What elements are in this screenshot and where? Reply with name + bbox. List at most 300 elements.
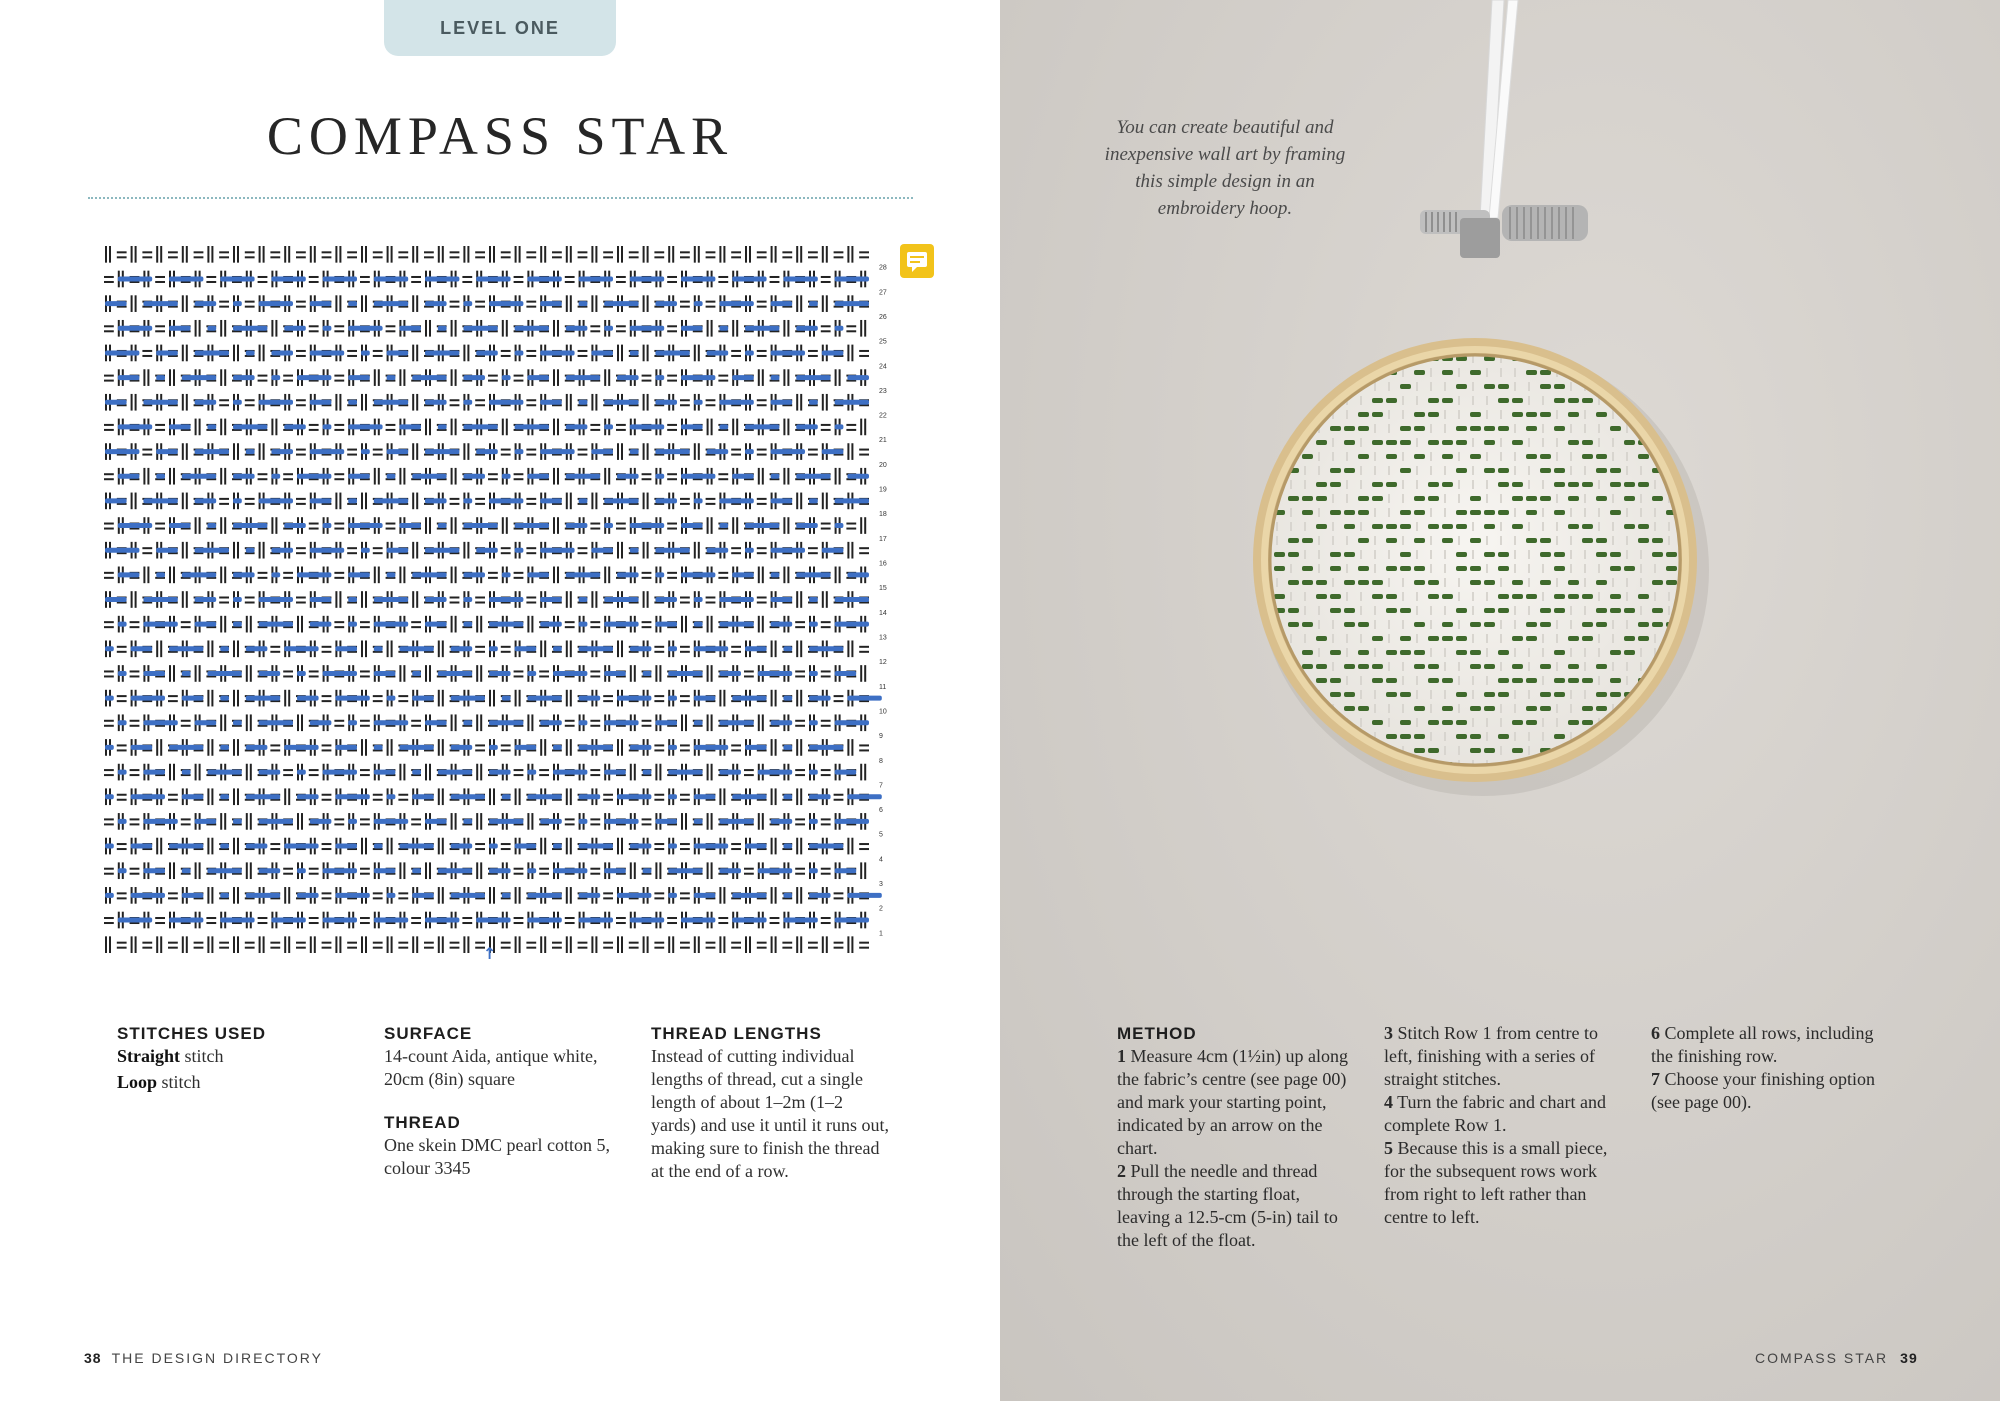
embroidered-stitch — [1610, 566, 1621, 571]
stitch-float — [399, 646, 433, 651]
stitch-float — [643, 671, 652, 676]
surface-text: 14-count Aida, antique white, 20cm (8in) square — [384, 1046, 598, 1089]
embroidered-stitch — [1288, 706, 1299, 711]
fabric-weave — [1598, 424, 1600, 433]
step-1-number: 1 — [1117, 1046, 1126, 1066]
stitch-float — [271, 918, 305, 923]
fabric-weave — [1346, 452, 1348, 461]
embroidered-stitch — [1652, 538, 1663, 543]
surface-thread-section — [384, 1022, 619, 1180]
fabric-weave — [1388, 508, 1390, 517]
embroidered-stitch — [1330, 678, 1341, 683]
stitch-float — [809, 844, 843, 849]
stitch-float — [835, 498, 869, 503]
chart-row-number: 21 — [879, 437, 887, 445]
embroidered-stitch — [1470, 496, 1481, 501]
fabric-weave — [1542, 718, 1544, 727]
stitch-float — [681, 276, 715, 281]
stitch-float — [668, 671, 702, 676]
fabric-weave — [1542, 438, 1544, 447]
stitch-float — [182, 696, 204, 701]
stitch-float — [118, 375, 140, 380]
fabric-weave — [1528, 550, 1530, 559]
stitch-float — [579, 794, 601, 799]
stitch-float — [579, 498, 588, 503]
fabric-weave — [1626, 536, 1628, 545]
embroidered-stitch — [1386, 440, 1397, 445]
fabric-weave — [1458, 396, 1460, 405]
fabric-weave — [1514, 452, 1516, 461]
stitch-float — [566, 572, 600, 577]
embroidered-stitch — [1316, 580, 1327, 585]
stitch-float — [553, 646, 562, 651]
stitch-float — [233, 375, 255, 380]
stitch-float — [681, 572, 715, 577]
embroidered-stitch — [1330, 594, 1341, 599]
embroidered-stitch — [1596, 608, 1607, 613]
stitch-float — [783, 844, 792, 849]
stitch-float — [732, 276, 766, 281]
embroidered-stitch — [1568, 636, 1579, 641]
stitch-float — [566, 375, 600, 380]
stitch-float — [771, 572, 780, 577]
thread-text: One skein DMC pearl cotton 5, colour 3345 — [384, 1135, 610, 1178]
fabric-weave — [1514, 508, 1516, 517]
stitch-float — [809, 794, 831, 799]
stitch-float — [835, 720, 869, 725]
fabric-weave — [1528, 732, 1530, 741]
embroidered-stitch — [1414, 538, 1425, 543]
stitch-float — [143, 868, 165, 873]
stitch-float — [463, 597, 472, 602]
embroidered-stitch — [1582, 454, 1593, 459]
fabric-weave — [1528, 746, 1530, 755]
fabric-weave — [1360, 466, 1362, 475]
step-2-number: 2 — [1117, 1161, 1126, 1181]
fabric-weave — [1682, 746, 1684, 755]
embroidered-stitch — [1498, 398, 1509, 403]
stitch-float — [617, 893, 651, 898]
embroidered-stitch — [1372, 636, 1383, 641]
fabric-weave — [1472, 634, 1474, 643]
stitch-float — [323, 671, 357, 676]
stitch-float — [489, 646, 498, 651]
chart-row-number: 6 — [879, 807, 883, 815]
embroidered-stitch — [1582, 594, 1593, 599]
stitch-float — [847, 375, 869, 380]
embroidered-stitch — [1470, 566, 1481, 571]
embroidered-stitch — [1330, 566, 1341, 571]
stitch-float — [617, 474, 639, 479]
embroidered-stitch — [1414, 664, 1425, 669]
embroidered-stitch — [1344, 440, 1355, 445]
stitch-float — [169, 326, 191, 331]
stitch-float — [412, 696, 434, 701]
fabric-weave — [1528, 396, 1530, 405]
fabric-weave — [1570, 606, 1572, 615]
stitch-float — [387, 375, 396, 380]
embroidered-stitch — [1638, 356, 1649, 361]
fabric-weave — [1444, 648, 1446, 657]
level-tab: LEVEL ONE — [384, 0, 616, 56]
embroidered-stitch — [1316, 482, 1327, 487]
fabric-weave — [1416, 592, 1418, 601]
chart-row-number: 7 — [879, 782, 883, 790]
embroidered-stitch — [1372, 496, 1383, 501]
stitch-float — [771, 597, 793, 602]
stitch-float — [540, 622, 562, 627]
stitch-float — [809, 770, 818, 775]
fabric-weave — [1374, 704, 1376, 713]
chart-row-number: 20 — [879, 461, 887, 469]
method-step-6 — [1651, 1022, 1891, 1068]
embroidered-stitch — [1596, 580, 1607, 585]
embroidered-stitch — [1470, 426, 1481, 431]
fabric-weave — [1640, 746, 1642, 755]
fabric-weave — [1626, 620, 1628, 629]
embroidered-stitch — [1400, 720, 1411, 725]
stitch-float — [463, 375, 485, 380]
stitch-float — [451, 745, 473, 750]
embroidered-stitch — [1484, 706, 1495, 711]
embroidered-stitch — [1372, 594, 1383, 599]
embroidered-stitch — [1498, 426, 1509, 431]
stitch-float — [758, 770, 792, 775]
embroidered-stitch — [1260, 398, 1271, 403]
stitch-float — [105, 844, 114, 849]
fabric-weave — [1654, 564, 1656, 573]
stitch-float — [668, 868, 702, 873]
stitch-float — [207, 326, 216, 331]
embroidered-stitch — [1680, 720, 1691, 725]
method-col-3 — [1651, 1022, 1891, 1114]
stitch-float — [451, 646, 473, 651]
embroidered-stitch — [1400, 692, 1411, 697]
embroidered-stitch — [1568, 398, 1579, 403]
stitch-float — [220, 918, 254, 923]
stitch-float — [617, 696, 651, 701]
stitch-float — [732, 794, 766, 799]
stitch-float — [143, 819, 177, 824]
stitch-float — [310, 622, 332, 627]
embroidered-stitch — [1274, 552, 1285, 557]
stitch-float — [540, 548, 574, 553]
fabric-weave — [1360, 592, 1362, 601]
stitch-float — [719, 770, 741, 775]
method-step-3 — [1384, 1022, 1624, 1091]
stitch-float — [399, 326, 421, 331]
fabric-weave — [1416, 522, 1418, 531]
fabric-weave — [1542, 424, 1544, 433]
fabric-weave — [1542, 396, 1544, 405]
stitch-float — [425, 819, 447, 824]
embroidered-stitch — [1274, 594, 1285, 599]
stitch-float — [476, 449, 498, 454]
stitch-float — [156, 474, 165, 479]
stitch-float — [668, 794, 677, 799]
fabric-weave — [1374, 550, 1376, 559]
stitch-float — [809, 622, 818, 627]
fabric-weave — [1346, 592, 1348, 601]
fabric-weave — [1486, 732, 1488, 741]
embroidered-stitch — [1428, 482, 1439, 487]
stitch-float — [374, 622, 408, 627]
stitch-float — [489, 671, 511, 676]
embroidered-stitch — [1456, 384, 1467, 389]
embroidered-stitch — [1442, 594, 1453, 599]
embroidered-stitch — [1484, 622, 1495, 627]
embroidered-stitch — [1456, 552, 1467, 557]
stitch-float — [617, 572, 639, 577]
fabric-weave — [1682, 452, 1684, 461]
fabric-weave — [1570, 564, 1572, 573]
stitch-float — [668, 696, 677, 701]
embroidered-stitch — [1526, 412, 1537, 417]
stitch-float — [118, 276, 152, 281]
embroidered-stitch — [1540, 468, 1551, 473]
fabric-weave — [1430, 648, 1432, 657]
stitch-float — [515, 350, 524, 355]
chart-row-number: 10 — [879, 708, 887, 716]
stitch-float — [271, 276, 305, 281]
fabric-weave — [1276, 522, 1278, 531]
fabric-weave — [1458, 452, 1460, 461]
stitch-float — [771, 720, 793, 725]
fabric-weave — [1500, 746, 1502, 755]
embroidered-stitch — [1582, 678, 1593, 683]
stitch-float — [412, 474, 446, 479]
stitch-float — [182, 375, 216, 380]
embroidered-stitch — [1428, 594, 1439, 599]
embroidered-stitch — [1624, 496, 1635, 501]
stitch-float — [758, 868, 792, 873]
fabric-weave — [1486, 396, 1488, 405]
comment-icon[interactable] — [900, 244, 934, 278]
fabric-weave — [1458, 410, 1460, 419]
chart-row-number: 19 — [879, 486, 887, 494]
stitch-float — [143, 498, 177, 503]
embroidered-stitch — [1498, 734, 1509, 739]
stitch-float — [476, 548, 498, 553]
stitch-float — [169, 646, 203, 651]
embroidered-stitch — [1582, 356, 1593, 361]
fabric-weave — [1276, 410, 1278, 419]
embroidered-stitch — [1400, 426, 1411, 431]
step-5-number: 5 — [1384, 1138, 1393, 1158]
embroidered-stitch — [1288, 370, 1299, 375]
fabric-weave — [1584, 410, 1586, 419]
stitch-float — [361, 548, 370, 553]
stitch-float — [438, 868, 472, 873]
fabric-weave — [1542, 676, 1544, 685]
embroidered-stitch — [1330, 510, 1341, 515]
stitch-float — [207, 770, 241, 775]
fabric-weave — [1332, 620, 1334, 629]
fabric-weave — [1262, 690, 1264, 699]
fabric-weave — [1388, 410, 1390, 419]
stitch-float — [745, 646, 767, 651]
stitch-float — [323, 276, 357, 281]
fabric-weave — [1318, 620, 1320, 629]
embroidered-stitch — [1512, 482, 1523, 487]
fabric-weave — [1570, 424, 1572, 433]
embroidered-stitch — [1414, 566, 1425, 571]
embroidered-stitch — [1652, 622, 1663, 627]
embroidered-stitch — [1302, 748, 1313, 753]
fabric-weave — [1570, 536, 1572, 545]
stitch-float — [668, 745, 677, 750]
method-step-1 — [1117, 1045, 1357, 1160]
stitch-float — [169, 918, 203, 923]
fabric-weave — [1360, 354, 1362, 363]
embroidered-stitch — [1512, 496, 1523, 501]
fabric-weave — [1374, 466, 1376, 475]
embroidered-stitch — [1358, 664, 1369, 669]
embroidered-stitch — [1498, 482, 1509, 487]
stitch-float — [310, 597, 332, 602]
stitch-float — [143, 720, 177, 725]
embroidered-stitch — [1330, 692, 1341, 697]
fabric-weave — [1514, 382, 1516, 391]
fabric-weave — [1472, 718, 1474, 727]
fabric-weave — [1472, 606, 1474, 615]
stitch-float — [207, 868, 241, 873]
stitch-float — [105, 794, 114, 799]
embroidered-stitch — [1554, 426, 1565, 431]
fabric-weave — [1472, 438, 1474, 447]
embroidered-stitch — [1582, 706, 1593, 711]
stitches-used-label: STITCHES USED — [117, 1024, 267, 1043]
fabric-weave — [1542, 508, 1544, 517]
stitch-float — [182, 868, 191, 873]
stitch-float — [809, 597, 818, 602]
stitch-float — [655, 375, 664, 380]
embroidered-stitch — [1568, 482, 1579, 487]
fabric-weave — [1374, 620, 1376, 629]
embroidered-stitch — [1554, 398, 1565, 403]
stitch-float — [604, 597, 638, 602]
embroidered-stitch — [1386, 538, 1397, 543]
stitch-float — [310, 301, 332, 306]
stitch-float — [604, 498, 638, 503]
stitch-float — [259, 720, 293, 725]
stitch-float — [540, 350, 574, 355]
fabric-weave — [1612, 354, 1614, 363]
fabric-weave — [1682, 760, 1684, 769]
embroidered-stitch — [1302, 664, 1313, 669]
stitch-float — [246, 548, 255, 553]
fabric-weave — [1556, 704, 1558, 713]
stitch-float — [681, 424, 703, 429]
embroidered-stitch — [1638, 454, 1649, 459]
fabric-weave — [1402, 480, 1404, 489]
stitch-float — [783, 696, 792, 701]
stitch-float — [579, 301, 588, 306]
stitch-float — [515, 326, 549, 331]
fabric-weave — [1262, 466, 1264, 475]
stitch-float — [105, 449, 139, 454]
embroidered-stitch — [1414, 706, 1425, 711]
chart-row-number: 1 — [879, 930, 883, 938]
stitch-float — [348, 622, 357, 627]
embroidered-stitch — [1302, 734, 1313, 739]
embroidered-stitch — [1442, 720, 1453, 725]
embroidered-stitch — [1694, 706, 1705, 711]
embroidered-stitch — [1302, 496, 1313, 501]
embroidered-stitch — [1680, 734, 1691, 739]
fabric-weave — [1500, 494, 1502, 503]
method-col-1 — [1117, 1022, 1357, 1252]
stitch-float — [387, 696, 396, 701]
embroidered-stitch — [1512, 440, 1523, 445]
stitch-float — [169, 523, 191, 528]
fabric-weave — [1598, 634, 1600, 643]
embroidered-stitch — [1624, 356, 1635, 361]
stitch-float — [694, 646, 728, 651]
chart-row-number: 26 — [879, 313, 887, 321]
fabric-weave — [1584, 648, 1586, 657]
stitch-float — [207, 671, 241, 676]
stitch-float — [745, 449, 754, 454]
embroidered-stitch — [1456, 524, 1467, 529]
fabric-weave — [1444, 564, 1446, 573]
stitch-float — [655, 350, 689, 355]
stitch-float — [835, 622, 869, 627]
fabric-weave — [1500, 718, 1502, 727]
stitch-float — [246, 844, 268, 849]
embroidered-stitch — [1498, 468, 1509, 473]
stitch-float — [259, 400, 293, 405]
fabric-weave — [1430, 508, 1432, 517]
stitch-float — [118, 868, 127, 873]
stitch-float — [412, 770, 421, 775]
stitch-float — [630, 844, 652, 849]
embroidered-stitch — [1330, 608, 1341, 613]
fabric-weave — [1374, 606, 1376, 615]
embroidered-stitch — [1456, 440, 1467, 445]
fabric-weave — [1360, 606, 1362, 615]
stitch-float — [143, 671, 165, 676]
stitch-float — [540, 449, 574, 454]
fabric-weave — [1332, 578, 1334, 587]
fabric-weave — [1360, 550, 1362, 559]
embroidered-stitch — [1386, 734, 1397, 739]
stitch-float — [105, 400, 127, 405]
stitch-float — [284, 424, 306, 429]
fabric-weave — [1444, 732, 1446, 741]
stitch-float — [118, 720, 127, 725]
fabric-weave — [1584, 466, 1586, 475]
fabric-weave — [1556, 620, 1558, 629]
stitch-float — [271, 350, 293, 355]
stitch-float — [118, 819, 127, 824]
stitch-float — [195, 548, 229, 553]
stitch-float — [707, 548, 729, 553]
fabric-weave — [1388, 620, 1390, 629]
stitch-float — [195, 400, 217, 405]
fabric-weave — [1612, 620, 1614, 629]
embroidered-stitch — [1512, 524, 1523, 529]
fabric-weave — [1444, 746, 1446, 755]
chart-row-number: 8 — [879, 757, 883, 765]
embroidered-stitch — [1624, 608, 1635, 613]
embroidered-stitch — [1386, 594, 1397, 599]
embroidered-stitch — [1358, 510, 1369, 515]
stitch-float — [719, 720, 753, 725]
stitch-float — [246, 350, 255, 355]
embroidered-stitch — [1470, 580, 1481, 585]
stitch-float — [118, 424, 152, 429]
